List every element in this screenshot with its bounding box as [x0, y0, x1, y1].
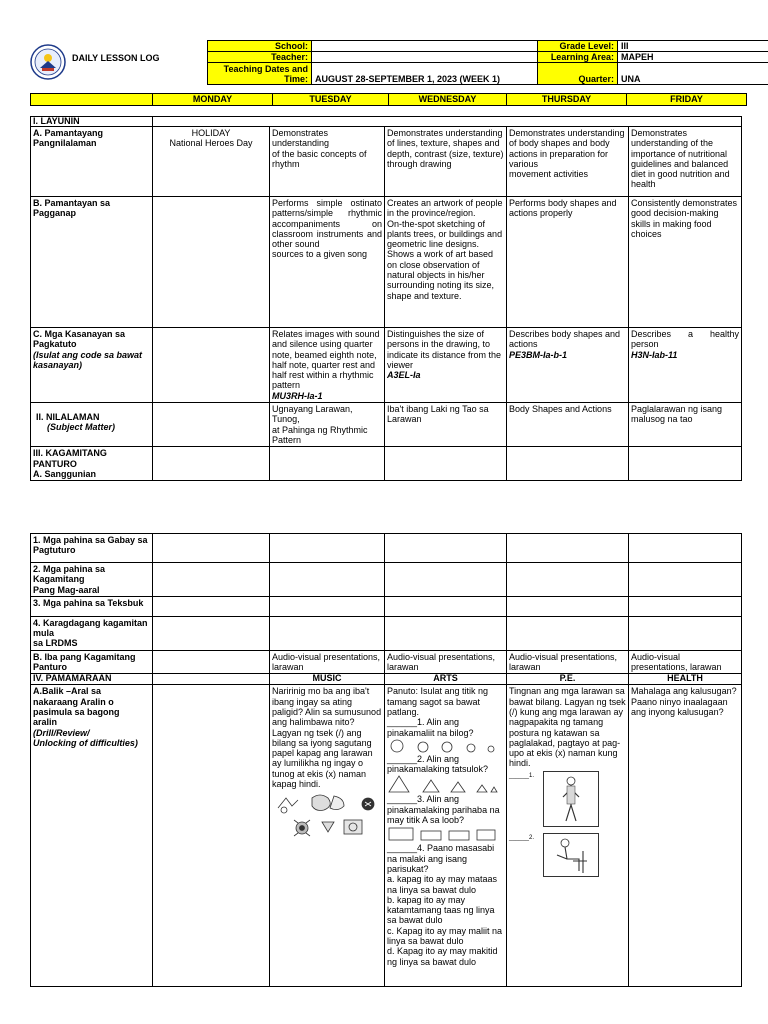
tuesday-content-standard: Demonstrates understanding of the basic concepts of rhythm: [270, 127, 385, 197]
tuesday-other-materials: Audio-visual presentations, larawan: [270, 650, 385, 674]
tuesday-subject-matter: Ugnayang Larawan, Tunog, at Pahinga ng Rhythmic Pattern: [270, 403, 385, 447]
teaching-dates-value: AUGUST 28-SEPTEMBER 1, 2023 (WEEK 1): [312, 63, 538, 85]
wednesday-question-3: ______3. Alin ang pinakamalaking parihaba na may titik A sa loob?: [387, 794, 500, 826]
friday-performance-standard: Consistently demonstrates good decision-making skills in making food choices: [629, 197, 742, 328]
teacher-label: Teacher:: [208, 52, 312, 63]
learning-area-label: Learning Area:: [538, 52, 618, 63]
circles-figure: [387, 739, 499, 753]
pamantayang-pangnilalaman-label: A. Pamantayang Pangnilalaman: [31, 127, 153, 197]
tuesday-competency-code: MU3RH-Ia-1: [272, 390, 323, 401]
kasanayan-label-note: (Isulat ang code sa bawat kasanayan): [33, 349, 143, 370]
teksbuk-label: 3. Mga pahina sa Teksbuk: [31, 596, 153, 616]
wednesday-question-1: ______1. Alin ang pinakamaliit na bilog?: [387, 717, 474, 738]
posture-picture-2: [543, 833, 599, 877]
school-info-table: [207, 40, 768, 85]
gabay-pages-label: 1. Mga pahina sa Gabay sa Pagtuturo: [31, 534, 153, 563]
friday-competency: Describes a healthy person: [631, 329, 739, 350]
wednesday-answer-choices: a. kapag ito ay may mataas na linya sa bawat dulo b. kapag ito ay may katamtamang taas ng linya sa bawat dulo c. Kapag ito ay may maliit na linya sa bawat dulo d. Kapag ito ay may makitid ng linya sa bawat dulo: [387, 874, 503, 967]
grade-level-value: III: [618, 41, 768, 52]
monday-other-materials: [153, 650, 270, 674]
tuesday-competency-cell: [270, 328, 385, 403]
grade-level-label: Grade Level:: [538, 41, 618, 52]
tuesday-references: [270, 447, 385, 481]
nilalaman-label: II. NILALAMAN: [36, 412, 100, 423]
friday-review-text: Mahalaga ang kalusugan? Paano ninyo inaalagaan ang inyong kalusugan?: [629, 685, 742, 987]
monday-subject: [153, 674, 270, 685]
kagamitang-panturo-label-cell: [31, 447, 153, 481]
sanggunian-label: A. Sanggunian: [33, 468, 96, 479]
thursday-competency-cell: [507, 328, 629, 403]
monday-holiday: HOLIDAY National Heroes Day: [153, 127, 270, 197]
friday-other-materials: Audio-visual presentations, larawan: [629, 650, 742, 674]
school-value: [312, 41, 538, 52]
thursday-review-text: Tingnan ang mga larawan sa bawat bilang. Lagyan ng tsek (/) kung ang mga larawan ay nagpapakita ng tamang postura ng katawan sa paglalakad, pagtayo at pag-upo at ekis (x) naman kung hindi.: [509, 686, 626, 769]
kasanayan-label-cell: [31, 328, 153, 403]
posture-blank-2: ______2.: [509, 834, 535, 841]
kagamitang-panturo-label: III. KAGAMITANG PANTURO: [33, 448, 107, 469]
lesson-procedure-table: [30, 533, 742, 987]
pamamaraan-heading: IV. PAMAMARAAN: [31, 674, 153, 685]
noise-pictures-illustration: [272, 790, 380, 842]
document-title: DAILY LESSON LOG: [72, 53, 160, 63]
day-wednesday: WEDNESDAY: [389, 94, 507, 106]
thursday-content-standard: Demonstrates understanding of body shapes and body actions in preparation for various movement activities: [507, 127, 629, 197]
day-monday: MONDAY: [153, 94, 273, 106]
nilalaman-label-note: (Subject Matter): [47, 422, 116, 433]
kagamitang-mag-aaral-label: 2. Mga pahina sa Kagamitang Pang Mag-aaral: [31, 563, 153, 597]
kasanayan-label: C. Mga Kasanayan sa Pagkatuto: [33, 329, 126, 350]
lrdms-label: 4. Karagdagang kagamitan mula sa LRDMS: [31, 616, 153, 650]
wednesday-question-2: ______2. Alin ang pinakamalaking tatsulok?: [387, 753, 489, 775]
monday-competency: [153, 328, 270, 403]
day-friday: FRIDAY: [627, 94, 747, 106]
weekday-header-row: [30, 93, 747, 106]
thursday-performance-standard: Performs body shapes and actions properly: [507, 197, 629, 328]
thursday-references: [507, 447, 629, 481]
thursday-subject-matter: Body Shapes and Actions: [507, 403, 629, 447]
balik-aral-label-note: (Drill/Review/ Unlocking of difficulties): [33, 727, 138, 748]
wednesday-content-standard: Demonstrates understanding of lines, texture, shapes and depth, contrast (size, texture) through drawing: [385, 127, 507, 197]
monday-performance-standard: [153, 197, 270, 328]
layunin-heading: I. LAYUNIN: [31, 117, 153, 127]
friday-competency-code: H3N-Iab-11: [631, 349, 678, 360]
tuesday-review-cell: [270, 685, 385, 987]
wednesday-review-cell: [385, 685, 507, 987]
teaching-dates-label: Teaching Dates and Time:: [208, 63, 312, 85]
weekday-header-blank: [31, 94, 153, 106]
nilalaman-label-cell: [31, 403, 153, 447]
lesson-objectives-table: [30, 116, 742, 481]
balik-aral-label-cell: [31, 685, 153, 987]
thursday-competency: Describes body shapes and actions: [509, 329, 621, 350]
monday-subject-matter: [153, 403, 270, 447]
friday-subject-matter: Paglalarawan ng isang malusog na tao: [629, 403, 742, 447]
rectangles-figure: [387, 826, 499, 842]
subject-music: MUSIC: [270, 674, 385, 685]
thursday-competency-code: PE3BM-Ia-b-1: [509, 349, 568, 360]
wednesday-competency: Distinguishes the size of persons in the drawing, to indicate its distance from the viewer: [387, 329, 502, 370]
layunin-spacer: [153, 117, 742, 127]
thursday-other-materials: Audio-visual presentations, larawan: [507, 650, 629, 674]
posture-item-2: [509, 833, 626, 877]
friday-competency-cell: [629, 328, 742, 403]
wednesday-performance-standard: Creates an artwork of people in the province/region. On-the-spot sketching of plants trees, or buildings and geometric line designs. Shows a work of art based on close observation of natural objects in his/her surrounding noting its size, shape and texture.: [385, 197, 507, 328]
thursday-review-cell: [507, 685, 629, 987]
deped-seal-logo: [30, 44, 66, 80]
wednesday-instructions: Panuto: Isulat ang titik ng tamang sagot sa bawat patlang.: [387, 686, 489, 717]
triangles-figure: [387, 775, 499, 793]
subject-arts: ARTS: [385, 674, 507, 685]
friday-content-standard: Demonstrates understanding of the importance of nutritional guidelines and balanced diet in good nutrition and health: [629, 127, 742, 197]
balik-aral-label: A.Balik –Aral sa nakaraang Aralin o pasimula sa bagong aralin: [33, 686, 120, 728]
pamantayan-sa-pagganap-label: B. Pamantayan sa Pagganap: [31, 197, 153, 328]
day-tuesday: TUESDAY: [273, 94, 389, 106]
wednesday-competency-cell: [385, 328, 507, 403]
wednesday-question-4: ______4. Paano masasabi na malaki ang isang parisukat?: [387, 843, 495, 874]
teacher-value: [312, 52, 538, 63]
posture-item-1: [509, 771, 626, 827]
posture-blank-1: ______1.: [509, 772, 535, 779]
friday-references: [629, 447, 742, 481]
learning-area-value: MAPEH: [618, 52, 768, 63]
posture-picture-1: [543, 771, 599, 827]
iba-pang-kagamitan-label: B. Iba pang Kagamitang Panturo: [31, 650, 153, 674]
day-thursday: THURSDAY: [507, 94, 627, 106]
monday-references: [153, 447, 270, 481]
wednesday-competency-code: A3EL-Ia: [387, 370, 421, 381]
tuesday-competency: Relates images with sound and silence using quarter note, beamed eighth note, half note, quarter rest and half rest within a rhythmic pattern: [272, 329, 380, 391]
quarter-label: Quarter:: [538, 63, 618, 85]
quarter-value: UNA: [618, 63, 768, 85]
wednesday-references: [385, 447, 507, 481]
wednesday-subject-matter: Iba't ibang Laki ng Tao sa Larawan: [385, 403, 507, 447]
subject-health: HEALTH: [629, 674, 742, 685]
tuesday-performance-standard: Performs simple ostinato patterns/simple rhythmic accompaniments on classroom instruments and other sound sources to a given song: [270, 197, 385, 328]
school-label: School:: [208, 41, 312, 52]
tuesday-review-text: Naririnig mo ba ang iba't ibang ingay sa ating paligid? Alin sa sumusunod ang halimbawa nito? Lagyan ng tsek (/) ang bilang sa iyong sagutang papel kapag ang larawan ay lumilikha ng ingay o tunog at ekis (x) naman kapag hindi.: [272, 686, 382, 790]
monday-review: [153, 685, 270, 987]
subject-pe: P.E.: [507, 674, 629, 685]
wednesday-other-materials: Audio-visual presentations, larawan: [385, 650, 507, 674]
